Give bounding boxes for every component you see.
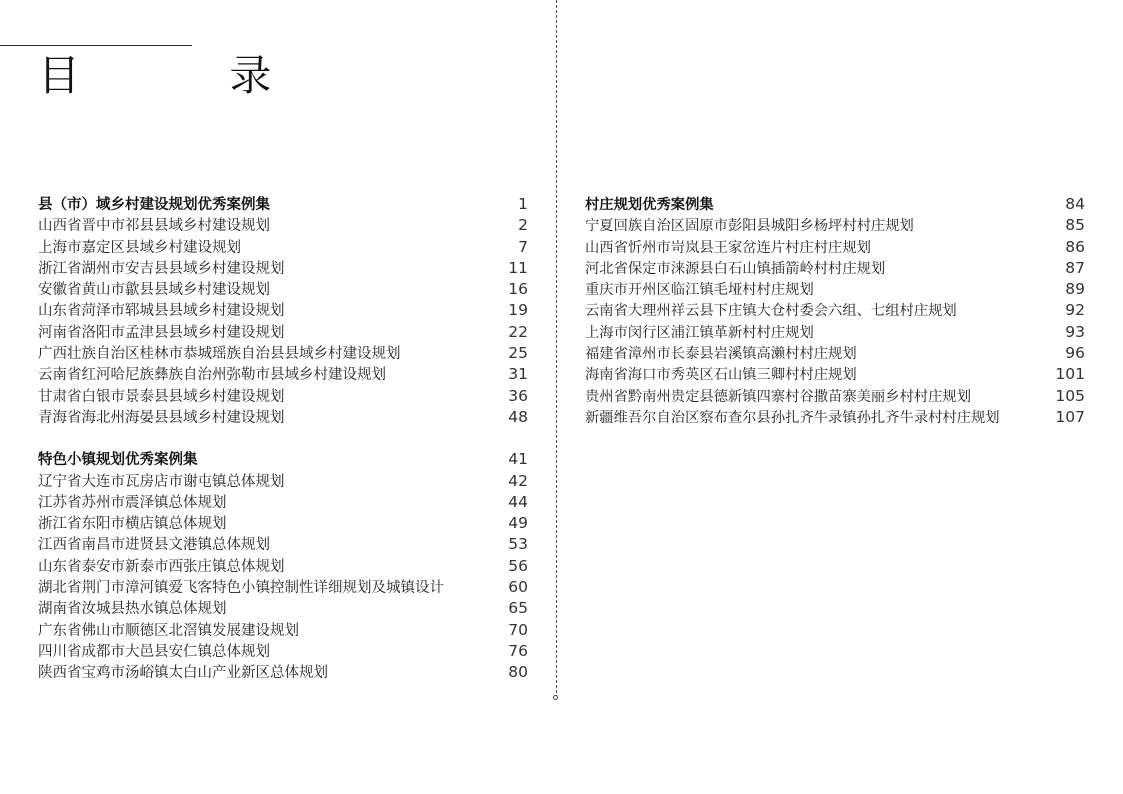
toc-entry-title: 上海市嘉定区县域乡村建设规划 — [38, 239, 241, 256]
toc-entry[interactable] — [585, 364, 1085, 385]
section-heading-title: 村庄规划优秀案例集 — [585, 197, 714, 213]
toc-entry-title: 辽宁省大连市瓦房店市谢屯镇总体规划 — [38, 473, 285, 490]
section-heading[interactable] — [585, 194, 1085, 215]
toc-entry[interactable] — [585, 279, 1085, 300]
toc-entry-page: 105 — [1055, 386, 1085, 405]
toc-entry[interactable] — [38, 407, 528, 428]
toc-entry[interactable] — [38, 492, 528, 513]
toc-entry-page: 85 — [1065, 216, 1085, 235]
toc-entry-page: 70 — [508, 620, 528, 639]
toc-entry-page: 101 — [1055, 365, 1085, 384]
toc-entry-title: 甘肃省白银市景泰县县域乡村建设规划 — [38, 388, 285, 405]
toc-entry[interactable] — [38, 300, 528, 321]
toc-entry[interactable] — [38, 237, 528, 258]
toc-entry-page: 2 — [518, 216, 528, 235]
toc-entry-title: 青海省海北州海晏县县域乡村建设规划 — [38, 409, 285, 426]
toc-entry-title: 山西省忻州市岢岚县王家岔连片村庄村庄规划 — [585, 239, 871, 256]
toc-entry[interactable] — [38, 364, 528, 385]
toc-entry-page: 25 — [508, 344, 528, 363]
toc-entry[interactable] — [38, 598, 528, 619]
toc-entry-title: 湖南省汝城县热水镇总体规划 — [38, 601, 227, 618]
toc-entry[interactable] — [585, 386, 1085, 407]
toc-entry[interactable] — [585, 237, 1085, 258]
toc-entry-page: 60 — [508, 578, 528, 597]
toc-entry-page: 89 — [1065, 280, 1085, 299]
toc-entry-page: 87 — [1065, 258, 1085, 277]
toc-entry-page: 36 — [508, 386, 528, 405]
toc-entry-title: 河南省洛阳市孟津县县域乡村建设规划 — [38, 324, 285, 341]
toc-entry-page: 16 — [508, 280, 528, 299]
toc-entry[interactable] — [38, 386, 528, 407]
toc-entry[interactable] — [38, 556, 528, 577]
toc-entry-title: 安徽省黄山市歙县县域乡村建设规划 — [38, 282, 270, 299]
toc-entry-title: 四川省成都市大邑县安仁镇总体规划 — [38, 643, 270, 660]
toc-entry-page: 107 — [1055, 407, 1085, 426]
toc-entry-title: 重庆市开州区临江镇毛垭村村庄规划 — [585, 282, 814, 299]
toc-entry-title: 山东省泰安市新泰市西张庄镇总体规划 — [38, 558, 285, 575]
toc-entry-page: 86 — [1065, 237, 1085, 256]
toc-entry-title: 上海市闵行区浦江镇革新村村庄规划 — [585, 324, 814, 341]
divider-end-dot — [553, 695, 558, 700]
toc-entry-title: 福建省漳州市长泰县岩溪镇高濑村村庄规划 — [585, 346, 857, 363]
section-heading-page: 1 — [518, 195, 528, 213]
toc-entry-title: 广东省佛山市顺德区北滘镇发展建设规划 — [38, 622, 299, 639]
toc-entry-title: 江苏省苏州市震泽镇总体规划 — [38, 494, 227, 511]
toc-entry[interactable] — [585, 343, 1085, 364]
toc-entry[interactable] — [38, 343, 528, 364]
top-rule — [0, 45, 192, 46]
toc-entry-title: 河北省保定市涞源县白石山镇插箭岭村村庄规划 — [585, 260, 886, 277]
toc-entry-page: 49 — [508, 514, 528, 533]
toc-entry-page: 56 — [508, 556, 528, 575]
toc-entry[interactable] — [38, 534, 528, 555]
toc-section-villages — [585, 194, 1085, 428]
toc-entry[interactable] — [585, 407, 1085, 428]
toc-entry-title: 新疆维吾尔自治区察布查尔县孙扎齐牛录镇孙扎齐牛录村村庄规划 — [585, 409, 1000, 426]
toc-entry[interactable] — [585, 322, 1085, 343]
toc-entry-page: 53 — [508, 535, 528, 554]
toc-entry-title: 陕西省宝鸡市汤峪镇太白山产业新区总体规划 — [38, 665, 328, 682]
toc-section-county — [38, 194, 528, 428]
toc-entry-title: 山西省晋中市祁县县域乡村建设规划 — [38, 218, 270, 235]
toc-entry-page: 92 — [1065, 301, 1085, 320]
toc-entry-title: 湖北省荆门市漳河镇爱飞客特色小镇控制性详细规划及城镇设计 — [38, 580, 444, 597]
toc-entry-page: 42 — [508, 471, 528, 490]
toc-entry[interactable] — [38, 279, 528, 300]
toc-entry[interactable] — [38, 641, 528, 662]
section-heading-page: 41 — [508, 450, 528, 469]
toc-entry-page: 76 — [508, 641, 528, 660]
toc-entry-title: 贵州省黔南州贵定县德新镇四寨村谷撒苗寨美丽乡村村庄规划 — [585, 388, 972, 405]
toc-entry[interactable] — [585, 215, 1085, 236]
toc-entry-title: 云南省大理州祥云县下庄镇大仓村委会六组、七组村庄规划 — [585, 303, 957, 320]
toc-entry-title: 浙江省湖州市安吉县县域乡村建设规划 — [38, 260, 285, 277]
toc-entry-title: 江西省南昌市进贤县文港镇总体规划 — [38, 537, 270, 554]
toc-entry-page: 22 — [508, 322, 528, 341]
toc-entry[interactable] — [38, 322, 528, 343]
toc-entry[interactable] — [38, 471, 528, 492]
section-heading-title: 特色小镇规划优秀案例集 — [38, 452, 198, 469]
toc-entry-page: 31 — [508, 365, 528, 384]
toc-left-column — [38, 194, 528, 684]
toc-entry-page: 44 — [508, 492, 528, 511]
toc-entry-title: 广西壮族自治区桂林市恭城瑶族自治县县域乡村建设规划 — [38, 346, 401, 363]
center-divider — [556, 0, 557, 698]
toc-entry-page: 93 — [1065, 322, 1085, 341]
toc-entry-page: 65 — [508, 599, 528, 618]
toc-entry[interactable] — [38, 577, 528, 598]
toc-entry[interactable] — [585, 258, 1085, 279]
section-heading-title: 县（市）域乡村建设规划优秀案例集 — [38, 197, 270, 213]
section-heading[interactable] — [38, 449, 528, 470]
toc-entry-page: 11 — [508, 258, 528, 277]
toc-entry-title: 山东省菏泽市郓城县县域乡村建设规划 — [38, 303, 285, 320]
toc-entry[interactable] — [38, 215, 528, 236]
toc-right-column — [585, 194, 1085, 428]
toc-entry[interactable] — [38, 662, 528, 683]
toc-entry-title: 宁夏回族自治区固原市彭阳县城阳乡杨坪村村庄规划 — [585, 218, 914, 235]
toc-entry-page: 7 — [518, 237, 528, 256]
toc-entry-title: 浙江省东阳市横店镇总体规划 — [38, 516, 227, 533]
toc-entry[interactable] — [585, 300, 1085, 321]
toc-entry[interactable] — [38, 620, 528, 641]
toc-entry-page: 19 — [508, 301, 528, 320]
toc-entry-title: 海南省海口市秀英区石山镇三卿村村庄规划 — [585, 367, 857, 384]
toc-entry[interactable] — [38, 513, 528, 534]
page-title: 目 录 — [38, 51, 340, 100]
toc-entry-page: 48 — [508, 407, 528, 426]
section-heading[interactable] — [38, 194, 528, 215]
section-heading-page: 84 — [1065, 195, 1085, 213]
toc-section-towns — [38, 449, 528, 683]
toc-entry-page: 80 — [508, 663, 528, 682]
toc-entry[interactable] — [38, 258, 528, 279]
toc-entry-title: 云南省红河哈尼族彝族自治州弥勒市县域乡村建设规划 — [38, 367, 386, 384]
toc-entry-page: 96 — [1065, 344, 1085, 363]
